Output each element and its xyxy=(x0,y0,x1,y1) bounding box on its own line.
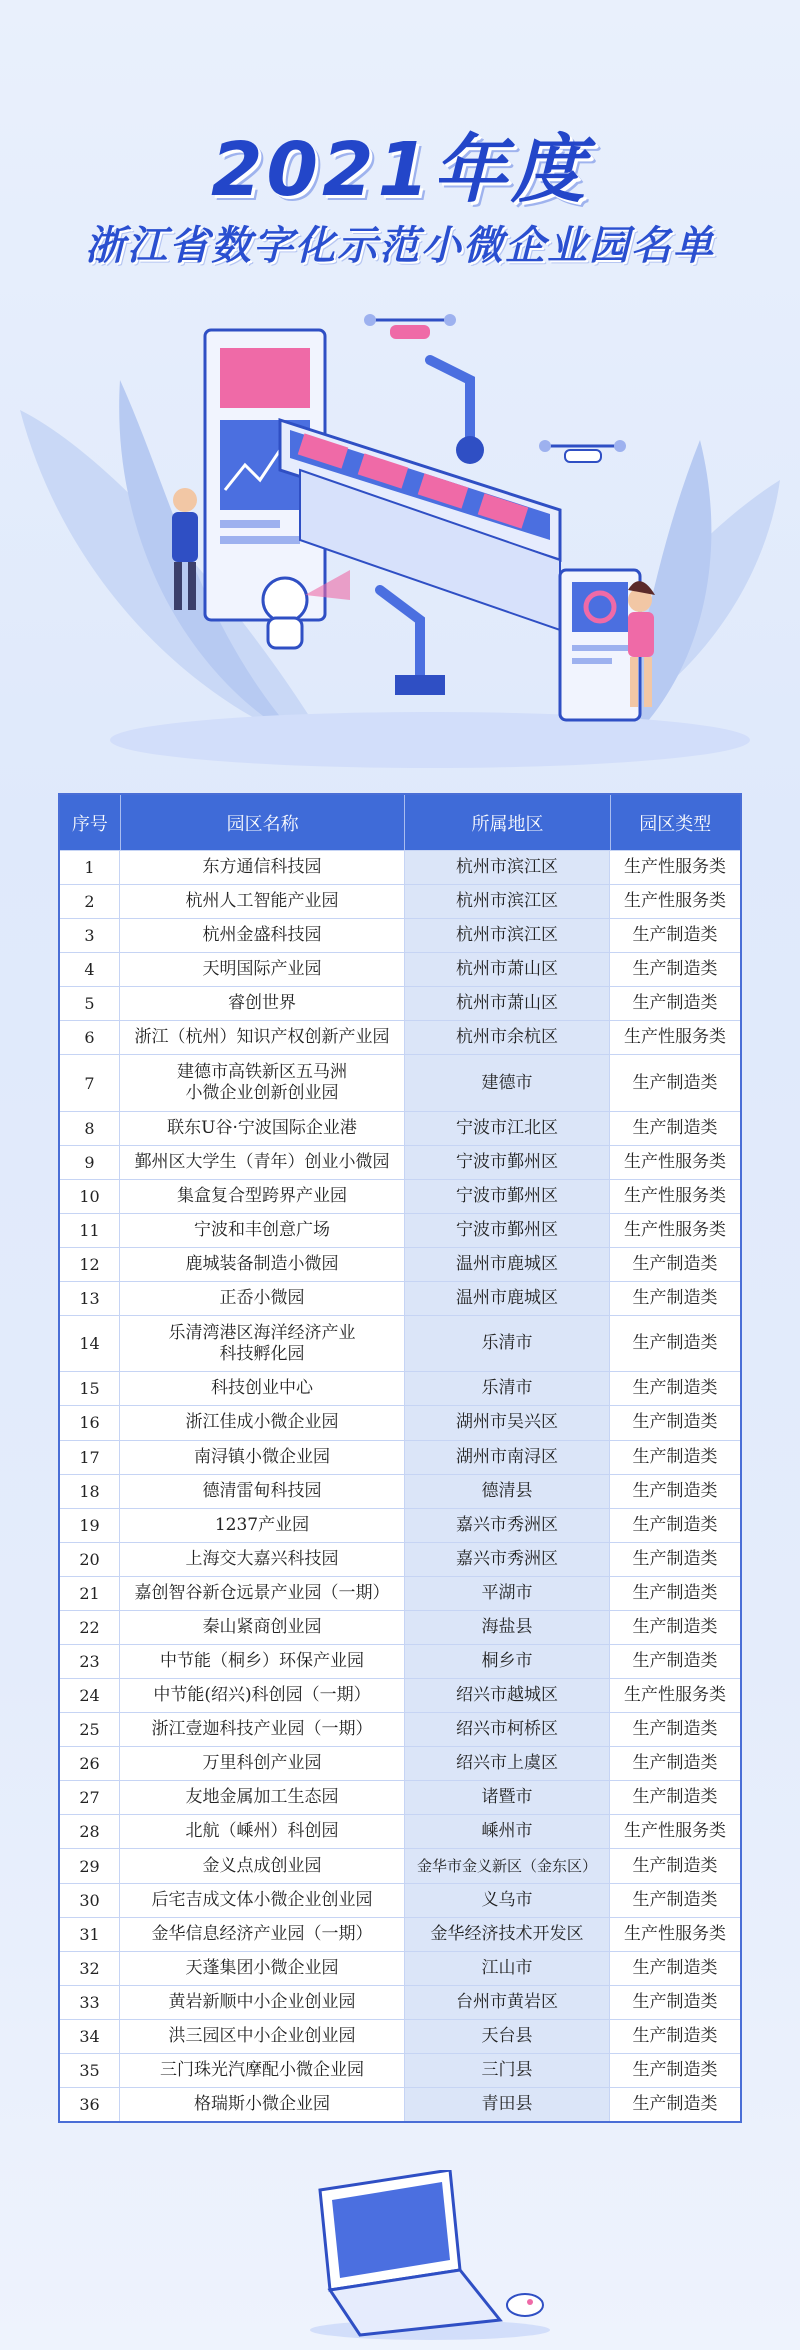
page-title: 2021年度 xyxy=(211,127,589,213)
cell-name: 浙江壹迦科技产业园（一期） xyxy=(120,1713,405,1746)
cell-no: 12 xyxy=(60,1248,120,1281)
table-row xyxy=(60,986,740,1020)
table-row xyxy=(60,918,740,952)
table-row xyxy=(60,884,740,918)
cell-no: 16 xyxy=(60,1406,120,1439)
cell-type: 生产制造类 xyxy=(632,1412,718,1433)
cell-type: 生产性服务类 xyxy=(624,1027,726,1048)
cell-name: 集盒复合型跨界产业园 xyxy=(120,1180,405,1213)
cell-region: 湖州市南浔区 xyxy=(405,1441,610,1474)
cell-region: 杭州市滨江区 xyxy=(405,885,610,918)
cell-type: 生产制造类 xyxy=(632,1753,718,1774)
col-header-no: 序号 xyxy=(60,795,121,850)
cell-region: 绍兴市上虞区 xyxy=(405,1747,610,1780)
cell-no: 6 xyxy=(60,1021,120,1054)
cell-no: 13 xyxy=(60,1282,120,1315)
table-row xyxy=(60,2019,740,2053)
cell-no: 33 xyxy=(60,1986,120,2019)
cell-type: 生产制造类 xyxy=(632,1855,718,1876)
table-row xyxy=(60,2053,740,2087)
col-header-name: 园区名称 xyxy=(121,795,406,850)
cell-no: 27 xyxy=(60,1781,120,1814)
cell-region: 杭州市滨江区 xyxy=(405,851,610,884)
table-row xyxy=(60,1951,740,1985)
cell-no: 1 xyxy=(60,851,120,884)
cell-region: 乐清市 xyxy=(405,1372,610,1405)
cell-region: 三门县 xyxy=(405,2054,610,2087)
cell-no: 21 xyxy=(60,1577,120,1610)
cell-name: 杭州人工智能产业园 xyxy=(120,885,405,918)
table-row xyxy=(60,1917,740,1951)
cell-type: 生产制造类 xyxy=(632,1957,718,1978)
cell-no: 36 xyxy=(60,2088,120,2121)
cell-type: 生产制造类 xyxy=(632,1378,718,1399)
cell-region: 建德市 xyxy=(405,1055,610,1110)
cell-no: 19 xyxy=(60,1509,120,1542)
cell-type: 生产性服务类 xyxy=(624,1923,726,1944)
cell-name: 万里科创产业园 xyxy=(120,1747,405,1780)
table-row xyxy=(60,1247,740,1281)
cell-no: 9 xyxy=(60,1146,120,1179)
cell-name: 正岙小微园 xyxy=(120,1282,405,1315)
cell-name: 1237产业园 xyxy=(120,1509,405,1542)
cell-no: 26 xyxy=(60,1747,120,1780)
cell-no: 14 xyxy=(60,1316,120,1371)
cell-type: 生产制造类 xyxy=(632,2025,718,2046)
table-row xyxy=(60,1315,740,1371)
cell-type: 生产制造类 xyxy=(632,1651,718,1672)
cell-name: 黄岩新顺中小企业创业园 xyxy=(120,1986,405,2019)
cell-type: 生产制造类 xyxy=(632,1719,718,1740)
cell-region: 杭州市滨江区 xyxy=(405,919,610,952)
cell-no: 25 xyxy=(60,1713,120,1746)
cell-type: 生产性服务类 xyxy=(624,1185,726,1206)
cell-region: 天台县 xyxy=(405,2020,610,2053)
cell-type: 生产制造类 xyxy=(632,1582,718,1603)
table-row xyxy=(60,1542,740,1576)
col-header-region: 所属地区 xyxy=(405,795,610,850)
cell-region: 德清县 xyxy=(405,1475,610,1508)
cell-type: 生产制造类 xyxy=(632,2094,718,2115)
cell-type: 生产制造类 xyxy=(632,1072,718,1093)
cell-region: 江山市 xyxy=(405,1952,610,1985)
cell-no: 31 xyxy=(60,1918,120,1951)
table-row xyxy=(60,1145,740,1179)
table-row xyxy=(60,1576,740,1610)
cell-type: 生产制造类 xyxy=(632,1991,718,2012)
cell-region: 绍兴市越城区 xyxy=(405,1679,610,1712)
cell-name: 东方通信科技园 xyxy=(120,851,405,884)
table-row xyxy=(60,1610,740,1644)
title-block xyxy=(0,125,800,273)
cell-region: 桐乡市 xyxy=(405,1645,610,1678)
cell-name: 三门珠光汽摩配小微企业园 xyxy=(120,2054,405,2087)
cell-name: 南浔镇小微企业园 xyxy=(120,1441,405,1474)
cell-type: 生产制造类 xyxy=(632,2059,718,2080)
park-list-table xyxy=(58,793,742,2123)
cell-no: 5 xyxy=(60,987,120,1020)
cell-name: 洪三园区中小企业创业园 xyxy=(120,2020,405,2053)
cell-region: 诸暨市 xyxy=(405,1781,610,1814)
cell-name: 鹿城装备制造小微园 xyxy=(120,1248,405,1281)
cell-name: 杭州金盛科技园 xyxy=(120,919,405,952)
table-row xyxy=(60,1746,740,1780)
cell-type: 生产制造类 xyxy=(632,1288,718,1309)
table-row xyxy=(60,1405,740,1439)
table-row xyxy=(60,1474,740,1508)
cell-no: 3 xyxy=(60,919,120,952)
cell-no: 2 xyxy=(60,885,120,918)
cell-region: 杭州市萧山区 xyxy=(405,987,610,1020)
cell-no: 28 xyxy=(60,1815,120,1848)
cell-type: 生产制造类 xyxy=(632,1480,718,1501)
table-row xyxy=(60,1508,740,1542)
cell-type: 生产性服务类 xyxy=(624,891,726,912)
table-row xyxy=(60,1814,740,1848)
cell-name: 乐清湾港区海洋经济产业 科技孵化园 xyxy=(120,1316,405,1371)
cell-name: 格瑞斯小微企业园 xyxy=(120,2088,405,2121)
table-body xyxy=(60,850,740,2121)
cell-name: 天蓬集团小微企业园 xyxy=(120,1952,405,1985)
cell-name: 中节能(绍兴)科创园（一期） xyxy=(120,1679,405,1712)
cell-name: 宁波和丰创意广场 xyxy=(120,1214,405,1247)
cell-region: 乐清市 xyxy=(405,1316,610,1371)
table-row xyxy=(60,1281,740,1315)
table-row xyxy=(60,1111,740,1145)
cell-name: 德清雷甸科技园 xyxy=(120,1475,405,1508)
cell-region: 海盐县 xyxy=(405,1611,610,1644)
cell-no: 29 xyxy=(60,1849,120,1882)
cell-name: 浙江佳成小微企业园 xyxy=(120,1406,405,1439)
cell-type: 生产制造类 xyxy=(632,1787,718,1808)
cell-name: 中节能（桐乡）环保产业园 xyxy=(120,1645,405,1678)
cell-type: 生产性服务类 xyxy=(624,1821,726,1842)
table-row xyxy=(60,1780,740,1814)
cell-name: 天明国际产业园 xyxy=(120,953,405,986)
cell-type: 生产制造类 xyxy=(632,1548,718,1569)
cell-region: 温州市鹿城区 xyxy=(405,1248,610,1281)
page-subtitle: 浙江省数字化示范小微企业园名单 xyxy=(85,223,715,269)
cell-no: 17 xyxy=(60,1441,120,1474)
cell-region: 温州市鹿城区 xyxy=(405,1282,610,1315)
laptop-icon xyxy=(300,2170,560,2340)
cell-no: 15 xyxy=(60,1372,120,1405)
table-row xyxy=(60,1985,740,2019)
cell-name: 睿创世界 xyxy=(120,987,405,1020)
cell-type: 生产制造类 xyxy=(632,959,718,980)
cell-type: 生产制造类 xyxy=(632,1889,718,1910)
cell-no: 22 xyxy=(60,1611,120,1644)
cell-type: 生产性服务类 xyxy=(624,1219,726,1240)
cell-no: 30 xyxy=(60,1884,120,1917)
factory-illustration-icon xyxy=(0,300,800,770)
drone-icon xyxy=(364,314,456,339)
cell-name: 科技创业中心 xyxy=(120,1372,405,1405)
cell-no: 35 xyxy=(60,2054,120,2087)
cell-no: 32 xyxy=(60,1952,120,1985)
cell-region: 台州市黄岩区 xyxy=(405,1986,610,2019)
table-row xyxy=(60,1020,740,1054)
cell-no: 23 xyxy=(60,1645,120,1678)
cell-region: 湖州市吴兴区 xyxy=(405,1406,610,1439)
cell-region: 嘉兴市秀洲区 xyxy=(405,1509,610,1542)
cell-type: 生产性服务类 xyxy=(624,1151,726,1172)
cell-name: 金义点成创业园 xyxy=(120,1849,405,1882)
cell-name: 浙江（杭州）知识产权创新产业园 xyxy=(120,1021,405,1054)
table-row xyxy=(60,850,740,884)
cell-type: 生产制造类 xyxy=(632,1616,718,1637)
table-row xyxy=(60,1054,740,1110)
table-row xyxy=(60,2087,740,2121)
col-header-type: 园区类型 xyxy=(639,813,712,835)
table-header xyxy=(60,795,740,850)
cell-name: 嘉创智谷新仓远景产业园（一期） xyxy=(120,1577,405,1610)
cell-type: 生产制造类 xyxy=(632,1446,718,1467)
table-row xyxy=(60,1440,740,1474)
cell-name: 鄞州区大学生（青年）创业小微园 xyxy=(120,1146,405,1179)
cell-region: 绍兴市柯桥区 xyxy=(405,1713,610,1746)
cell-region: 杭州市余杭区 xyxy=(405,1021,610,1054)
cell-type: 生产制造类 xyxy=(632,1333,718,1354)
cell-region: 宁波市鄞州区 xyxy=(405,1214,610,1247)
cell-no: 8 xyxy=(60,1112,120,1145)
cell-no: 34 xyxy=(60,2020,120,2053)
cell-no: 20 xyxy=(60,1543,120,1576)
cell-name: 秦山紧商创业园 xyxy=(120,1611,405,1644)
cell-type: 生产制造类 xyxy=(632,993,718,1014)
cell-no: 24 xyxy=(60,1679,120,1712)
cell-type: 生产性服务类 xyxy=(624,1685,726,1706)
cell-region: 平湖市 xyxy=(405,1577,610,1610)
cell-type: 生产制造类 xyxy=(632,1514,718,1535)
table-row xyxy=(60,1678,740,1712)
cell-region: 嵊州市 xyxy=(405,1815,610,1848)
cell-region: 宁波市鄞州区 xyxy=(405,1146,610,1179)
cell-region: 宁波市鄞州区 xyxy=(405,1180,610,1213)
cell-name: 上海交大嘉兴科技园 xyxy=(120,1543,405,1576)
cell-region: 嘉兴市秀洲区 xyxy=(405,1543,610,1576)
table-row xyxy=(60,1179,740,1213)
cell-no: 11 xyxy=(60,1214,120,1247)
mouse-icon xyxy=(507,2294,543,2316)
cell-name: 联东U谷·宁波国际企业港 xyxy=(120,1112,405,1145)
cell-name: 建德市高铁新区五马洲 小微企业创新创业园 xyxy=(120,1055,405,1110)
cell-region: 青田县 xyxy=(405,2088,610,2121)
cell-region: 杭州市萧山区 xyxy=(405,953,610,986)
table-row xyxy=(60,1644,740,1678)
cell-name: 后宅吉成文体小微企业创业园 xyxy=(120,1884,405,1917)
cell-type: 生产性服务类 xyxy=(624,857,726,878)
cell-region: 义乌市 xyxy=(405,1884,610,1917)
table-row xyxy=(60,1848,740,1882)
cell-type: 生产制造类 xyxy=(632,1254,718,1275)
cell-no: 4 xyxy=(60,953,120,986)
cell-no: 10 xyxy=(60,1180,120,1213)
cell-region: 金华市金义新区（金东区） xyxy=(405,1849,610,1882)
cell-name: 北航（嵊州）科创园 xyxy=(120,1815,405,1848)
cell-name: 金华信息经济产业园（一期） xyxy=(120,1918,405,1951)
cell-no: 7 xyxy=(60,1055,120,1110)
table-row xyxy=(60,1883,740,1917)
table-row xyxy=(60,1213,740,1247)
cell-type: 生产制造类 xyxy=(632,1117,718,1138)
cell-no: 18 xyxy=(60,1475,120,1508)
cell-region: 金华经济技术开发区 xyxy=(405,1918,610,1951)
cell-name: 友地金属加工生态园 xyxy=(120,1781,405,1814)
table-row xyxy=(60,1712,740,1746)
cell-type: 生产制造类 xyxy=(632,925,718,946)
cell-region: 宁波市江北区 xyxy=(405,1112,610,1145)
table-row xyxy=(60,952,740,986)
table-row xyxy=(60,1371,740,1405)
